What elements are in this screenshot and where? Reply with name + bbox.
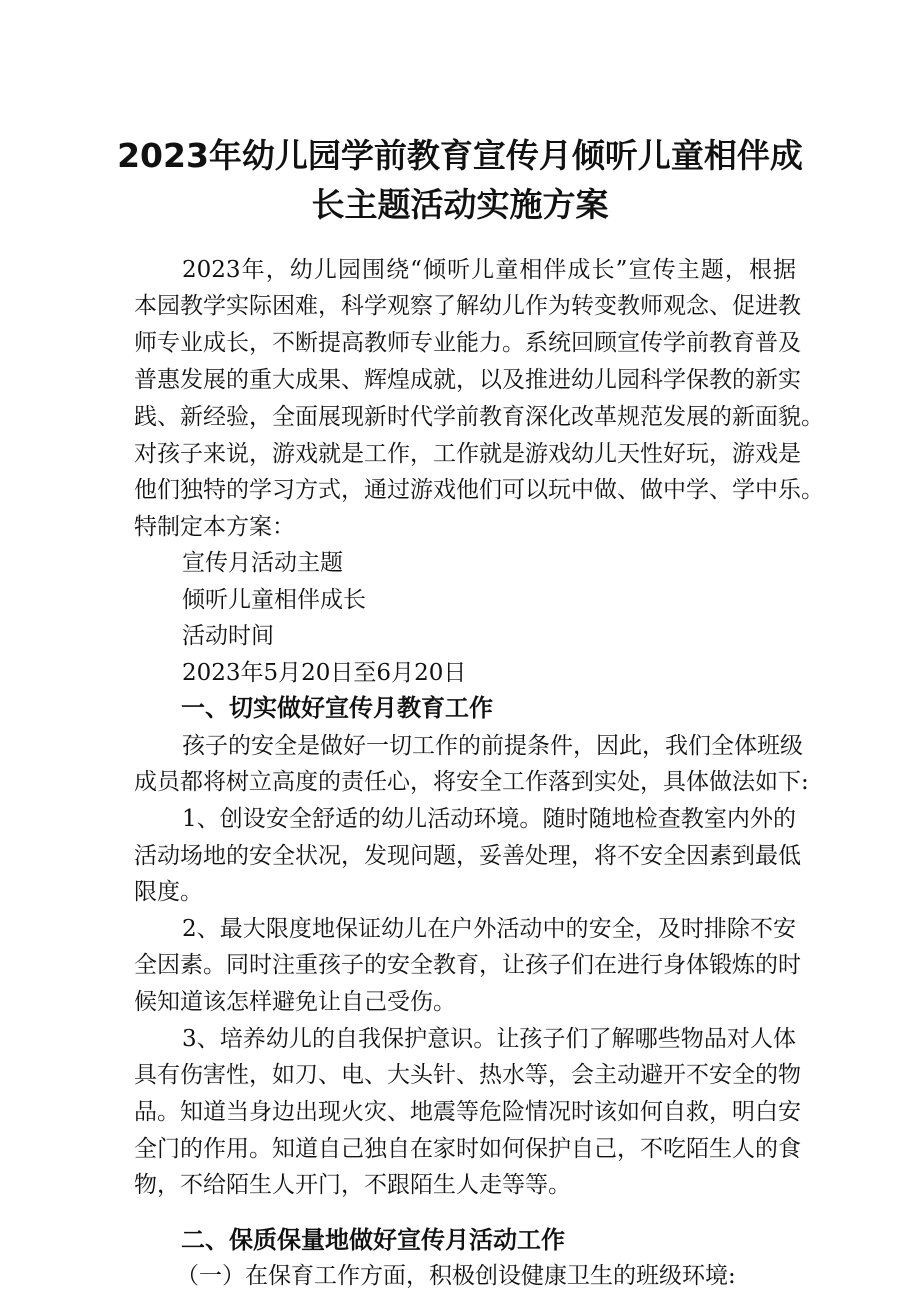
section-heading-1: 一、切实做好宣传月教育工作 [181, 694, 493, 722]
section1-line: 2、最大限度地保证幼儿在户外活动中的安全，及时排除不安 [182, 916, 796, 942]
intro-line: 普惠发展的重大成果、辉煌成就，以及推进幼儿园科学保教的新实 [134, 367, 801, 393]
section1-line: 全门的作用。知道自己独自在家时如何保护自己，不吃陌生人的食 [134, 1136, 801, 1162]
time-label: 活动时间 [182, 623, 274, 649]
intro-line: 本园教学实际困难，科学观察了解幼儿作为转变教师观念、促进教 [134, 293, 801, 319]
theme-label: 宣传月活动主题 [182, 550, 343, 576]
intro-line: 践、新经验，全面展现新时代学前教育深化改革规范发展的新面貌。 [134, 404, 824, 430]
section1-line: 品。知道当身边出现火灾、地震等危险情况时该如何自救，明白安 [134, 1099, 801, 1125]
document-title-line-2: 长主题活动实施方案 [311, 185, 609, 224]
section1-line: 全因素。同时注重孩子的安全教育，让孩子们在进行身体锻炼的时 [134, 952, 801, 978]
intro-line: 他们独特的学习方式，通过游戏他们可以玩中做、做中学、学中乐。 [134, 477, 824, 503]
section1-line: 3、培养幼儿的自我保护意识。让孩子们了解哪些物品对人体 [182, 1026, 796, 1052]
document-title-line-1: 2023年幼儿园学前教育宣传月倾听儿童相伴成 [117, 136, 803, 175]
section1-line: 具有伤害性，如刀、电、大头针、热水等，会主动避开不安全的物 [134, 1062, 801, 1088]
section1-line: 物，不给陌生人开门，不跟陌生人走等等。 [134, 1172, 571, 1198]
subsection-heading-1: （一）在保育工作方面，积极创设健康卫生的班级环境: [176, 1263, 736, 1289]
section1-line: 候知道该怎样避免让自己受伤。 [134, 989, 456, 1015]
section1-line: 孩子的安全是做好一切工作的前提条件，因此，我们全体班级 [182, 733, 803, 759]
theme-value: 倾听儿童相伴成长 [182, 587, 366, 613]
time-value: 2023年5月20日至6月20日 [182, 660, 467, 686]
section1-line: 限度。 [134, 879, 203, 905]
section1-line: 1、创设安全舒适的幼儿活动环境。随时随地检查教室内外的 [182, 806, 796, 832]
intro-line: 2023年，幼儿园围绕“倾听儿童相伴成长”宣传主题，根据 [182, 257, 796, 283]
intro-line: 对孩子来说，游戏就是工作，工作就是游戏幼儿天性好玩，游戏是 [134, 441, 801, 467]
section1-line: 活动场地的安全状况，发现问题，妥善处理，将不安全因素到最低 [134, 843, 801, 869]
intro-line: 师专业成长，不断提高教师专业能力。系统回顾宣传学前教育普及 [134, 330, 801, 356]
intro-line: 特制定本方案： [134, 514, 295, 540]
section-heading-2: 二、保质保量地做好宣传月活动工作 [181, 1226, 565, 1254]
section1-line: 成员都将树立高度的责任心，将安全工作落到实处，具体做法如下: [134, 769, 809, 795]
